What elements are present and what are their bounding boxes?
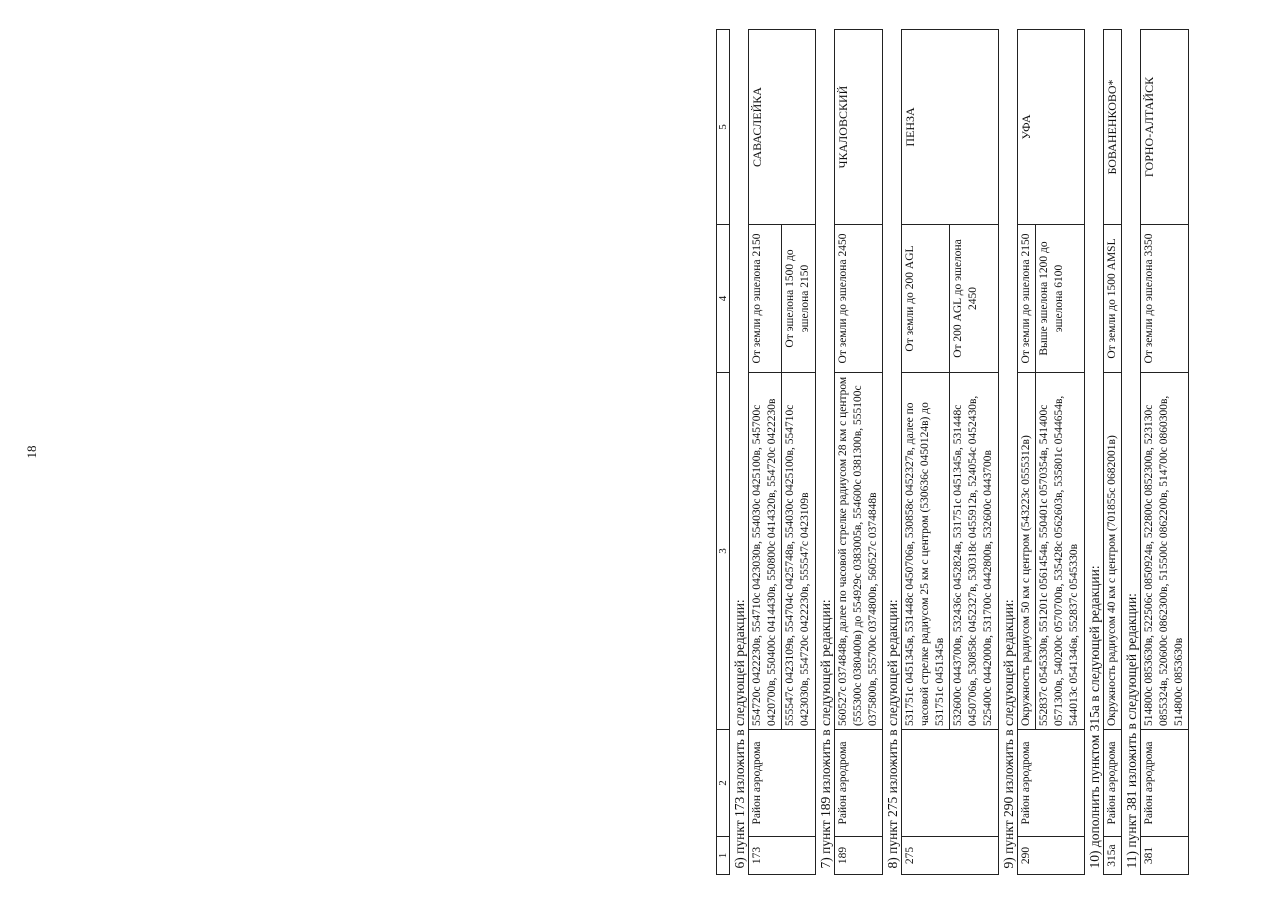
altitude-cell bbox=[1104, 225, 1122, 373]
altitude-text: От земли до эшелона 2150 bbox=[1020, 233, 1032, 364]
altitude-cell bbox=[1141, 225, 1189, 373]
item-number: 315а bbox=[1104, 837, 1122, 875]
section-heading: 7) пункт 189 изложить в следующей редакции: bbox=[816, 30, 835, 875]
table-row bbox=[835, 30, 883, 875]
item-number: 173 bbox=[749, 837, 816, 875]
coordinates-text: 560527с 0374848в, далее по часовой стрелке радиусом 28 км с центром (555300с 0380400в) до 554929с 0383005в, 554600с 0381300в, 555100с 0375800в, 555700с 0374800в, 560527с 0374848в bbox=[837, 376, 879, 726]
aerodrome-name: БОВАНЕНКОВО* bbox=[1104, 30, 1122, 225]
coordinates-cell bbox=[749, 373, 816, 730]
zone-name: Район аэродрома bbox=[749, 730, 816, 837]
aerodrome-name: САВАСЛЕЙКА bbox=[749, 30, 816, 225]
header-row bbox=[717, 30, 730, 875]
airspace-table bbox=[716, 29, 1189, 875]
coordinates-text: 554720с 0422230в, 554710с 0423030в, 554030с 0425100в, 545700с 0420700в, 550400с 0414430в, 550800с 0414320в, 554720с 0422230в bbox=[751, 398, 778, 726]
coordinates-cell bbox=[1141, 373, 1189, 730]
table-row bbox=[1104, 30, 1122, 875]
section-heading: 9) пункт 290 изложить в следующей редакции: bbox=[999, 30, 1018, 875]
document-body bbox=[716, 30, 1189, 875]
rotated-page bbox=[640, 0, 1280, 905]
item-number: 275 bbox=[902, 837, 999, 875]
zone-name: Район аэродрома bbox=[835, 730, 883, 837]
coordinates-text: Окружность радиусом 40 км с центром (701855с 0682001в) bbox=[1106, 435, 1118, 726]
aerodrome-name: ЧКАЛОВСКИЙ bbox=[835, 30, 883, 225]
section-heading-row bbox=[1085, 30, 1104, 875]
table-row bbox=[1018, 30, 1085, 875]
coordinates-cell bbox=[902, 373, 999, 730]
altitude-text: От земли до эшелона 2150 bbox=[751, 233, 763, 364]
item-number: 381 bbox=[1141, 837, 1189, 875]
section-heading-row bbox=[999, 30, 1018, 875]
header-cell: 3 bbox=[717, 373, 730, 730]
coordinates-text: 531751с 0451345в, 531448с 0450706в, 530858с 0452327в, далее по часовой стрелке радиусом 25 км с центром (530636с 0450124в) до 531751с 0451345в bbox=[904, 402, 946, 726]
altitude-text: От 200 AGL до эшелона 2450 bbox=[949, 225, 998, 372]
altitude-text: От земли до 200 AGL bbox=[904, 245, 916, 352]
section-heading: 8) пункт 275 изложить в следующей редакции: bbox=[883, 30, 902, 875]
coordinates-cell bbox=[835, 373, 883, 730]
table-row bbox=[1141, 30, 1189, 875]
aerodrome-name: УФА bbox=[1018, 30, 1085, 225]
altitude-cell bbox=[835, 225, 883, 373]
altitude-text: От эшелона 1500 до эшелона 2150 bbox=[781, 225, 815, 372]
section-heading-row bbox=[816, 30, 835, 875]
aerodrome-name: ГОРНО-АЛТАЙСК bbox=[1141, 30, 1189, 225]
coordinates-text: 552837с 0545330в, 551201с 0561454в, 550401с 0570354в, 541400с 0571300в, 540200с 0570700в, 535428с 0562603в, 535801с 0544654в, 544013с 0541346в, 552837с 0545330в bbox=[1035, 373, 1084, 729]
section-heading: 10) дополнить пунктом 315а в следующей редакции: bbox=[1085, 30, 1104, 875]
section-heading: 6) пункт 173 изложить в следующей редакции: bbox=[730, 30, 749, 875]
header-cell: 4 bbox=[717, 225, 730, 373]
altitude-cell bbox=[902, 225, 999, 373]
coordinates-text: 532600с 0443700в, 532436с 0452824в, 531751с 0451345в, 531448с 0450706в, 530858с 0452327в, 530318с 0455912в, 524054с 0452430в, 525400с 0442000в, 531700с 0442800в, 532600с 0443700в bbox=[949, 373, 998, 729]
item-number: 290 bbox=[1018, 837, 1085, 875]
header-cell: 1 bbox=[717, 837, 730, 875]
item-number: 189 bbox=[835, 837, 883, 875]
coordinates-text: Окружность радиусом 50 км с центром (543223с 0555312в) bbox=[1020, 435, 1032, 726]
altitude-text: От земли до 1500 AMSL bbox=[1106, 238, 1118, 359]
header-cell: 5 bbox=[717, 30, 730, 225]
section-heading-row bbox=[883, 30, 902, 875]
zone-name: Район аэродрома bbox=[1141, 730, 1189, 837]
altitude-text: От земли до эшелона 3350 bbox=[1143, 233, 1155, 364]
coordinates-text: 514800с 0853630в, 522506с 0850924в, 522800с 0852300в, 523130с 0855324в, 520600с 0862300в, 515500с 0862200в, 514700с 0860300в, 514800с 0853630в bbox=[1143, 395, 1185, 726]
section-heading-row bbox=[730, 30, 749, 875]
coordinates-cell bbox=[1104, 373, 1122, 730]
section-heading: 11) пункт 381 изложить в следующей редакции: bbox=[1122, 30, 1141, 875]
coordinates-cell bbox=[1018, 373, 1085, 730]
zone-name: Район аэродрома bbox=[1104, 730, 1122, 837]
altitude-text: От земли до эшелона 2450 bbox=[837, 233, 849, 364]
altitude-cell bbox=[1018, 225, 1085, 373]
aerodrome-name: ПЕНЗА bbox=[902, 30, 999, 225]
altitude-text: Выше эшелона 1200 до эшелона 6100 bbox=[1035, 225, 1084, 372]
section-heading-row bbox=[1122, 30, 1141, 875]
header-cell: 2 bbox=[717, 730, 730, 837]
zone-name bbox=[902, 730, 999, 837]
zone-name: Район аэродрома bbox=[1018, 730, 1085, 837]
table-row bbox=[749, 30, 816, 875]
altitude-cell bbox=[749, 225, 816, 373]
table-row bbox=[902, 30, 999, 875]
coordinates-text: 555547с 0423109в, 554704с 0425748в, 554030с 0425100в, 554710с 0423030в, 554720с 0422230в, 555547с 0423109в bbox=[781, 373, 815, 729]
page-number: 18 bbox=[24, 445, 39, 459]
